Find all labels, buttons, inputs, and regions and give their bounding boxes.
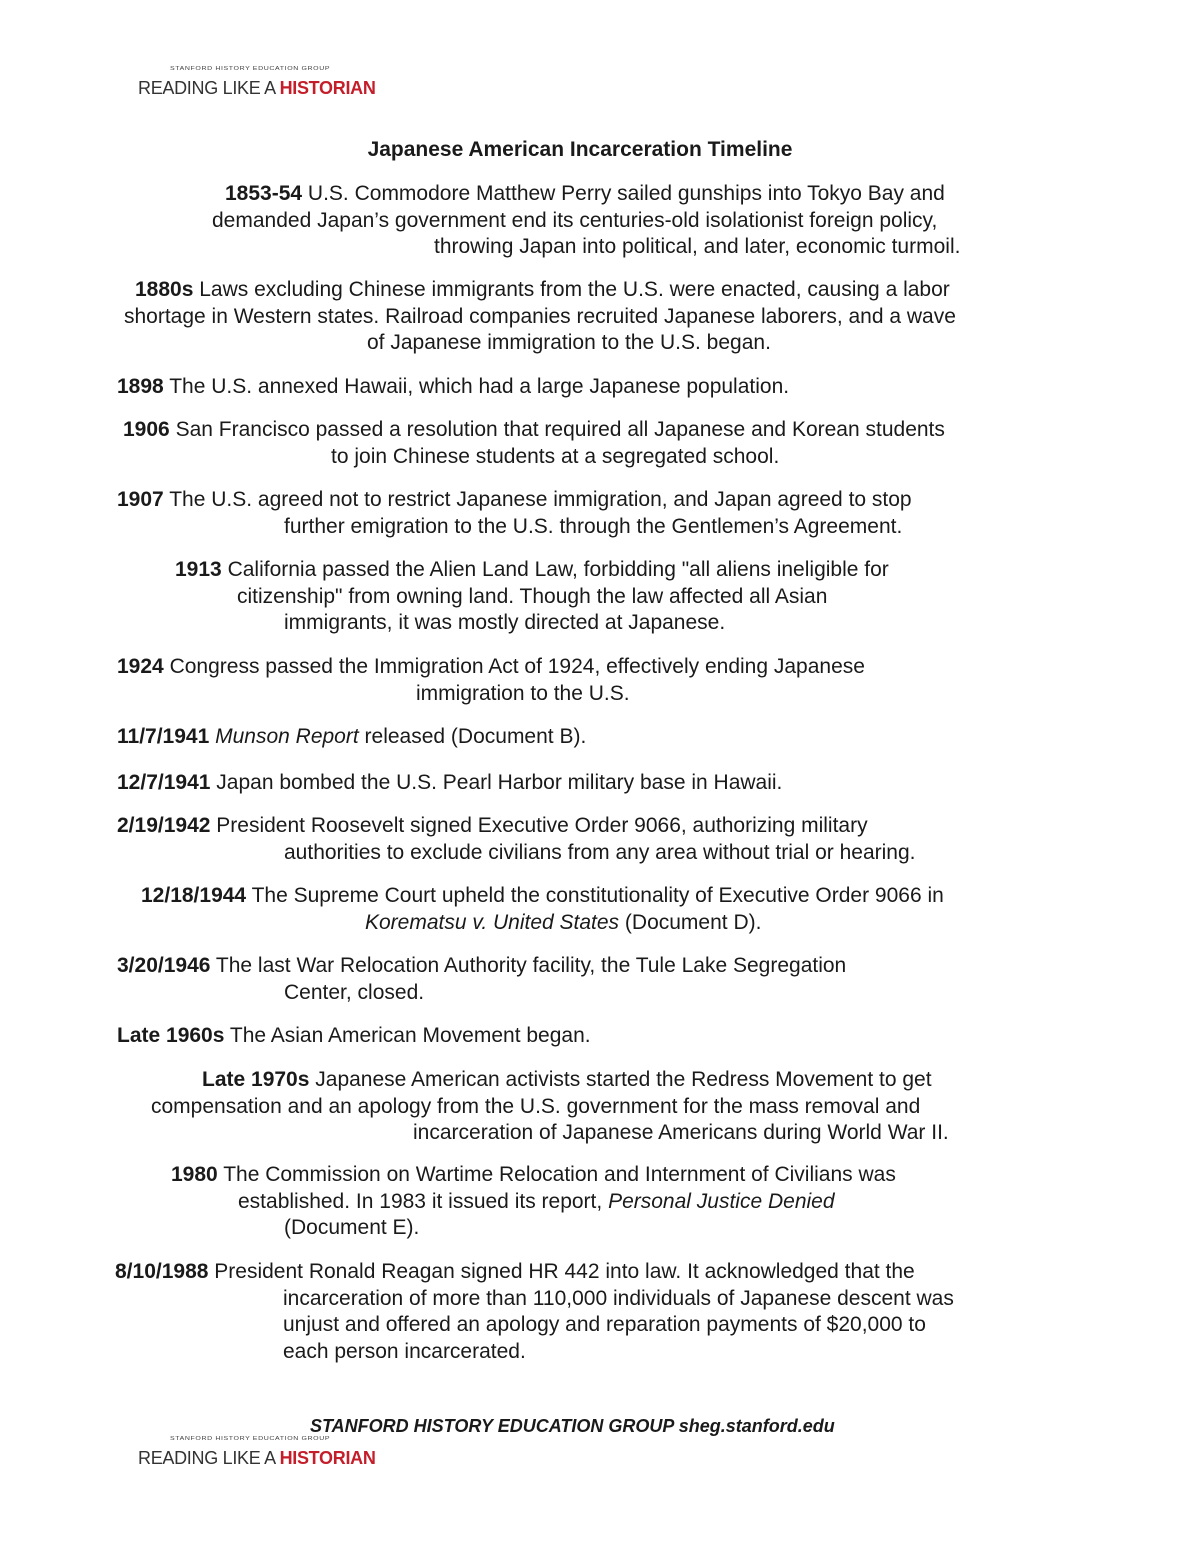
entry-text: released (Document B). — [364, 725, 587, 748]
entry-text: Laws excluding Chinese immigrants from the U.S. were enacted, causing a labor — [199, 278, 950, 301]
entry-line: of Japanese immigration to the U.S. began. — [367, 331, 771, 354]
timeline-entry-1906 — [0, 417, 945, 470]
entry-line: demanded Japan’s government end its centuries-old isolationist foreign policy, — [212, 208, 938, 232]
entry-date: 11/7/1941 — [117, 725, 210, 748]
entry-line: each person incarcerated. — [283, 1339, 526, 1363]
entry-date: 12/7/1941 — [117, 771, 211, 794]
timeline-entry-1941-pearl-harbor — [117, 770, 782, 797]
reading-like-a-historian-logo — [138, 66, 376, 106]
entry-text: Japanese American activists started the Redress Movement to get — [315, 1068, 932, 1091]
entry-line: immigrants, it was mostly directed at Japanese. — [284, 611, 726, 634]
timeline-entry-late-1960s — [117, 1023, 591, 1050]
entry-line: to join Chinese students at a segregated school. — [331, 444, 780, 468]
timeline-entry-1907 — [0, 487, 912, 540]
entry-date: 2/19/1942 — [117, 814, 211, 837]
entry-line — [117, 374, 789, 401]
timeline-entry-1942 — [0, 813, 915, 866]
logo-subtitle: STANFORD HISTORY EDUCATION GROUP — [170, 66, 331, 72]
entry-line: citizenship" from owning land. Though the law affected all Asian — [237, 584, 828, 608]
entry-line — [117, 724, 586, 751]
entry-line: throwing Japan into political, and later, economic turmoil. — [434, 235, 961, 258]
entry-text: The Supreme Court upheld the constitutionality of Executive Order 9066 in — [251, 884, 944, 907]
timeline-entry-1980 — [0, 1162, 896, 1242]
logo-wordmark-prefix: READING LIKE A — [138, 78, 280, 98]
entry-line: shortage in Western states. Railroad companies recruited Japanese laborers, and a wave — [124, 304, 956, 328]
logo-wordmark-prefix: READING LIKE A — [138, 1448, 280, 1468]
logo-wordmark-accent: HISTORIAN — [279, 78, 376, 98]
timeline-entry-1924 — [0, 654, 865, 707]
entry-line — [0, 953, 846, 980]
entry-line — [0, 277, 956, 304]
entry-date: 12/18/1944 — [141, 884, 247, 907]
entry-text: President Roosevelt signed Executive Order 9066, authorizing military — [216, 814, 868, 837]
logo-subtitle: STANFORD HISTORY EDUCATION GROUP — [170, 1436, 331, 1442]
entry-line: incarceration of Japanese Americans during World War II. — [413, 1121, 949, 1144]
entry-text: (Document D). — [624, 910, 762, 934]
entry-line — [0, 910, 944, 937]
entry-date: 8/10/1988 — [115, 1260, 209, 1283]
entry-text: California passed the Alien Land Law, forbidding "all aliens ineligible for — [227, 558, 889, 581]
reading-like-a-historian-logo-footer — [138, 1436, 376, 1476]
entry-text: The last War Relocation Authority facility, the Tule Lake Segregation — [215, 954, 847, 977]
entry-line — [0, 1067, 949, 1094]
entry-line: Center, closed. — [284, 980, 425, 1004]
report-title-personal-justice-denied: Personal Justice Denied — [608, 1189, 835, 1213]
entry-line: authorities to exclude civilians from any area without trial or hearing. — [284, 840, 916, 864]
entry-line — [0, 181, 1160, 208]
entry-line: compensation and an apology from the U.S. government for the mass removal and — [151, 1094, 921, 1118]
timeline-entry-1941-munson — [117, 724, 586, 751]
entry-text: President Ronald Reagan signed HR 442 into law. It acknowledged that the — [214, 1260, 915, 1283]
timeline-entry-1853 — [0, 181, 1160, 261]
entry-line: incarceration of more than 110,000 individuals of Japanese descent was — [283, 1286, 954, 1310]
entry-line — [0, 417, 945, 444]
entry-date: 3/20/1946 — [117, 954, 211, 977]
entry-line: immigration to the U.S. — [416, 681, 630, 705]
entry-line — [0, 1189, 896, 1216]
entry-date: 1924 — [117, 655, 164, 678]
entry-line: further emigration to the U.S. through the Gentlemen’s Agreement. — [284, 514, 903, 538]
page-title: Japanese American Incarceration Timeline — [367, 138, 793, 161]
entry-line: unjust and offered an apology and reparation payments of $20,000 to — [283, 1313, 926, 1336]
timeline-entry-1988 — [0, 1259, 954, 1365]
entry-line — [0, 487, 912, 514]
entry-text: Japan bombed the U.S. Pearl Harbor military base in Hawaii. — [216, 771, 783, 794]
entry-text: Congress passed the Immigration Act of 1924, effectively ending Japanese — [169, 655, 865, 678]
entry-line — [117, 770, 782, 797]
entry-date: 1906 — [123, 418, 170, 441]
entry-line — [0, 654, 865, 681]
entry-line — [0, 1259, 954, 1286]
entry-text: The U.S. annexed Hawaii, which had a large Japanese population. — [169, 375, 790, 398]
footer-credit: STANFORD HISTORY EDUCATION GROUP sheg.stanford.edu — [310, 1416, 835, 1436]
entry-date: 1907 — [117, 488, 164, 511]
document-title-munson-report: Munson Report — [215, 725, 359, 748]
entry-line — [0, 1162, 896, 1189]
case-name-korematsu: Korematsu v. United States — [365, 910, 620, 934]
timeline-entry-late-1970s — [0, 1067, 949, 1147]
entry-line — [0, 813, 915, 840]
entry-text: established — [238, 1189, 345, 1213]
entry-date: Late 1970s — [202, 1068, 310, 1091]
entry-text: San Francisco passed a resolution that required all Japanese and Korean students — [175, 418, 945, 441]
entry-text: U.S. Commodore Matthew Perry sailed gunships into Tokyo Bay and — [307, 182, 945, 205]
entry-text: The Asian American Movement began. — [229, 1024, 591, 1047]
timeline-entry-1880s — [0, 277, 956, 357]
logo-wordmark-accent: HISTORIAN — [279, 1448, 376, 1468]
entry-date: Late 1960s — [117, 1024, 225, 1047]
timeline-entry-1898 — [117, 374, 789, 401]
entry-line — [0, 557, 889, 584]
entry-date: 1898 — [117, 375, 164, 398]
entry-text: The U.S. agreed not to restrict Japanese immigration, and Japan agreed to stop — [169, 488, 912, 511]
entry-line: (Document E). — [284, 1216, 420, 1239]
entry-text: The Commission on Wartime Relocation and Internment of Civilians was — [223, 1163, 896, 1186]
entry-date: 1880s — [135, 278, 194, 301]
entry-date: 1913 — [175, 558, 222, 581]
timeline-entry-1913 — [0, 557, 889, 637]
logo-wordmark — [138, 1448, 376, 1469]
entry-text: . In 1983 it issued its report, — [344, 1189, 603, 1213]
logo-wordmark — [138, 78, 376, 99]
timeline-entry-1946 — [0, 953, 846, 1006]
entry-date: 1980 — [171, 1163, 218, 1186]
entry-date: 1853-54 — [225, 182, 303, 205]
timeline-entry-1944 — [0, 883, 944, 936]
entry-line — [117, 1023, 591, 1050]
entry-line — [0, 883, 944, 910]
